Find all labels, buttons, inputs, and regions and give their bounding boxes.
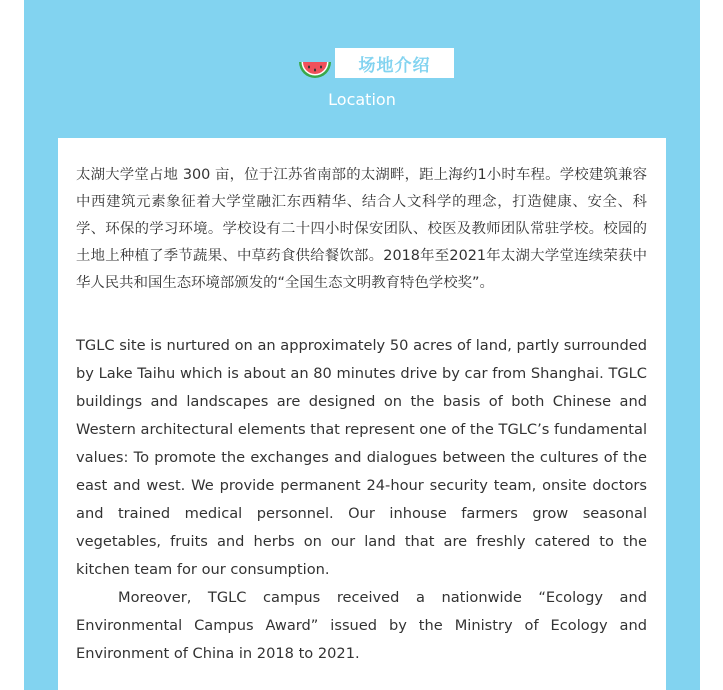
section-title: 场地介绍 [358, 55, 431, 76]
section-title-box [335, 48, 454, 78]
chinese-paragraph: 太湖大学堂占地 300 亩，位于江苏省南部的太湖畔，距上海约1小时车程。学校建筑兼容中西建筑元素象征着大学堂融汇东西精华、结合人文科学的理念，打造健康、安全、科学、环保的学习环境。学校设有二十四小时保安团队、校医及教师团队常驻学校。校园的土地上种植了季节蔬果、中草药食供给餐饮部。2018年至2021年太湖大学堂连续荣获中华人民共和国生态环境部颁发的“全国生态文明教育特色学校奖”。 [76, 167, 647, 291]
location-section [24, 0, 700, 690]
content-card [58, 138, 666, 690]
section-subtitle: Location [328, 90, 396, 109]
section-header [24, 0, 700, 130]
english-paragraph-2: Moreover, TGLC campus received a nationwide “Ecology and Environmental Campus Award” issued by the Ministry of Ecology and Environment of China in 2018 to 2021. [76, 589, 647, 662]
watermelon-icon [298, 58, 332, 80]
english-text [76, 332, 647, 668]
english-paragraph: TGLC site is nurtured on an approximately 50 acres of land, partly surrounded by Lake Taihu which is about an 80 minutes drive by car from Shanghai. TGLC buildings and landscapes are designed on the basis of both Chinese and Western architectural elements that represent one of the TGLC’s fundamental values: To promote the exchanges and dialogues between the cultures of the east and west. We provide permanent 24-hour security team, onsite doctors and trained medical personnel. Our inhouse farmers grow seasonal vegetables, fruits and herbs on our land that are freshly catered to the kitchen team for our consumption. [76, 337, 647, 578]
